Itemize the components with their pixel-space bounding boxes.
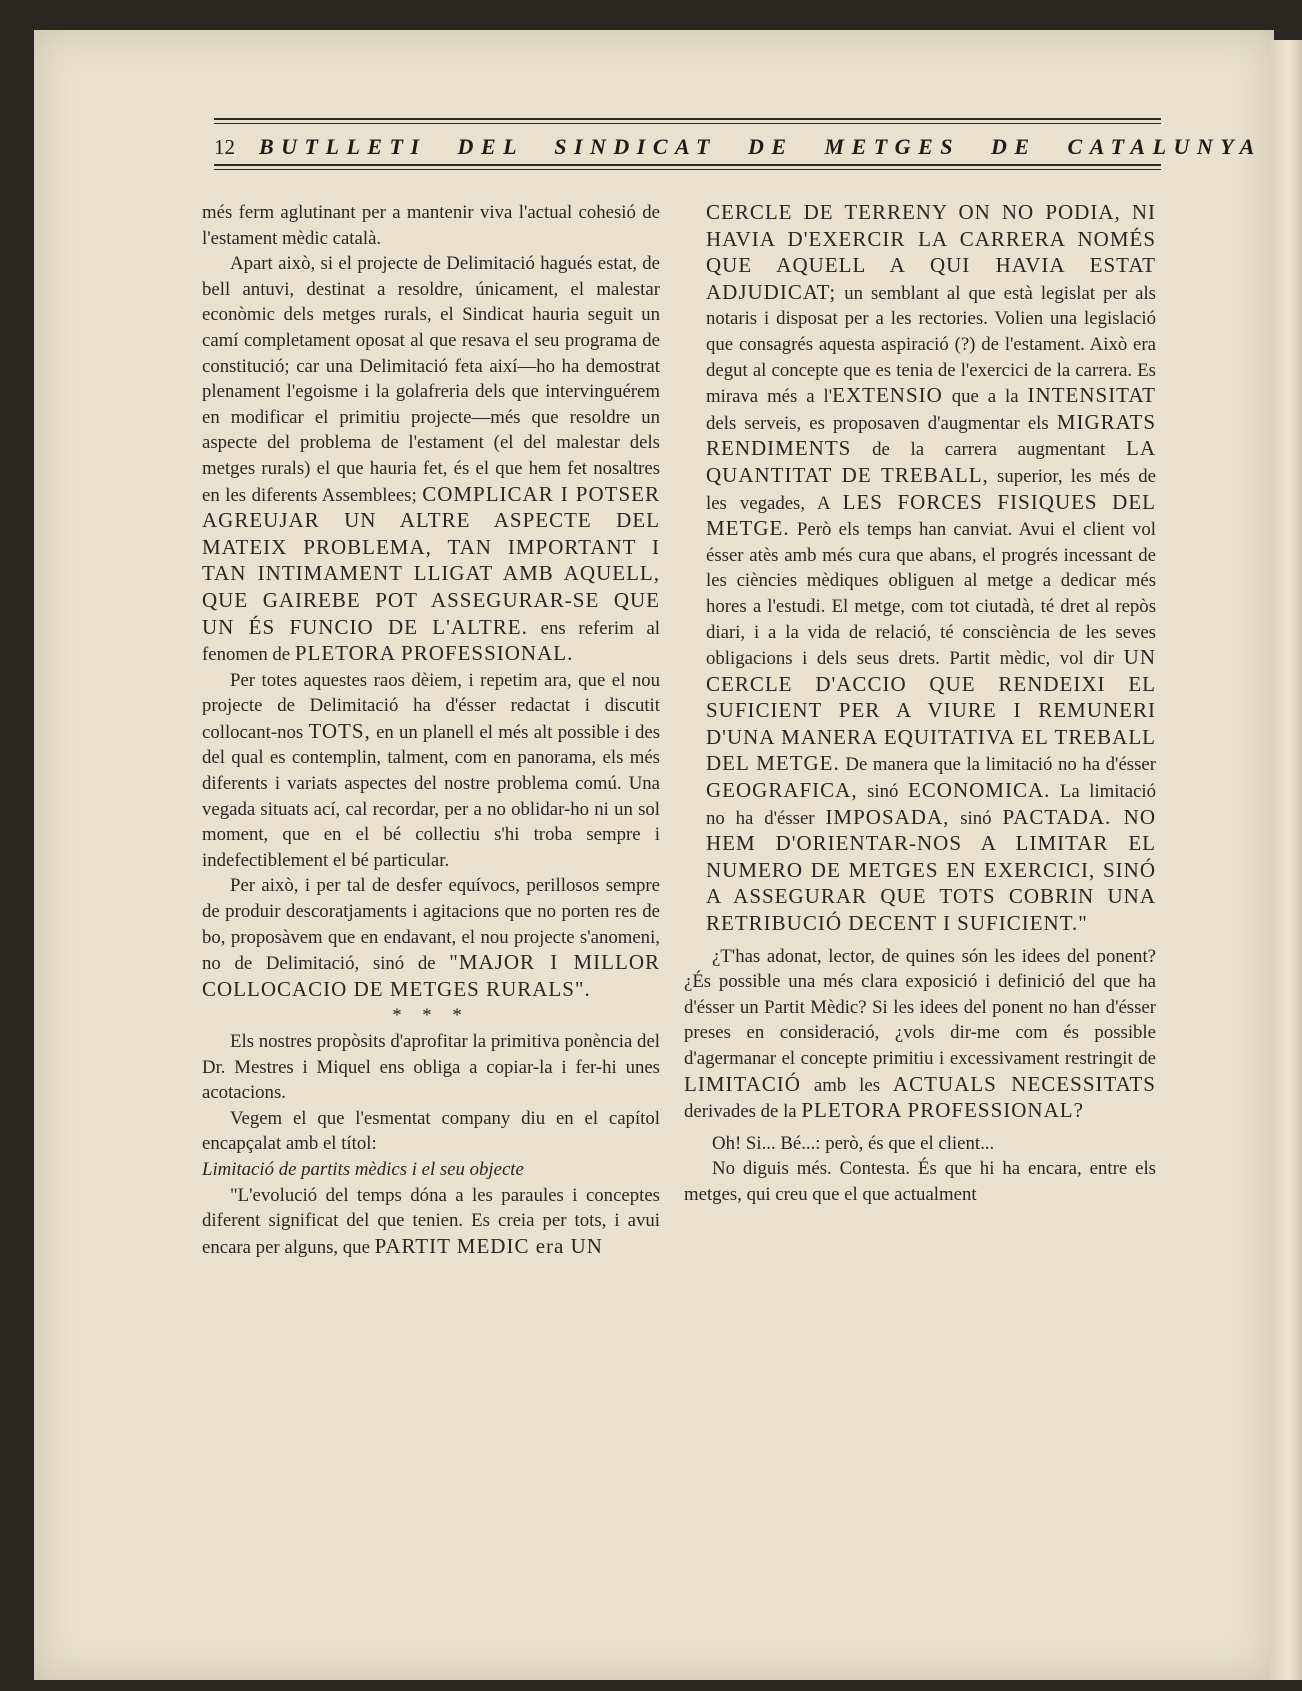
section-subheading: Limitació de partits mèdics i el seu objecte [202,1158,524,1180]
caps-text: PARTIT MEDIC era UN [374,1233,603,1258]
paragraph-text: Per totes aquestes raos dèiem, i repetim ara, que el nou projecte de Delimitació ha d'ésser redactat i discutit collocant-nos [202,669,660,743]
paragraph-text: Vegem el que l'esmentat company diu en el capítol encapçalat amb el títol: [202,1107,660,1155]
caps-text: LIMITACIÓ [684,1071,801,1096]
paragraph-text: de la carrera augmentant [872,439,1106,461]
caps-text: COMPLICAR I POTSER AGREUJAR UN ALTRE ASPECTE DEL MATEIX PROBLEMA, TAN IMPORTANT I TAN INTIMAMENT LLIGAT AMB AQUELL, QUE GAIREBE POT ASSEGURAR-SE QUE UN ÉS FUNCIO DE L'ALTRE. [202,481,660,639]
paragraph-text: De manera que la limitació no ha d'ésser [845,754,1156,776]
page-header [214,118,1262,170]
paragraph-text: "L'evolució del temps dóna a les paraules i conceptes diferent significat del que tenien. Es creia per tots, i avui encara per alguns, que [202,1184,660,1258]
header-rule-top [214,118,1161,120]
caps-text: GEOGRAFICA, [706,778,858,803]
paragraph-text: Oh! Si... Bé...: però, és que el client... [712,1132,995,1154]
section-divider-stars: * * * [392,1005,470,1027]
paragraph-text: un semblant al que està legislat per als notaris i disposat per a les rectories. Volien una legislació que consagrés aquesta aspiració (?) de l'estament. Això era degut al concepte que es tenia de l'exercici de la carrera. Es mirava més a l' [706,282,1156,408]
paragraph-text: amb les [813,1074,881,1096]
paragraph-text: ¿T'has adonat, lector, de quines són les idees del ponent? ¿És possible una més clara exposició i definició del que ha d'ésser un Partit Mèdic? Si les idees del ponent no han d'ésser preses en consideració, ¿vols dir-me com és possible d'agermanar el concepte primitiu i excessivament restringit de [684,945,1156,1069]
paragraph-2 [202,251,660,668]
caps-text: ECONOMICA. [907,778,1051,803]
paragraph-r2 [684,944,1156,1125]
quote-paragraph [202,1183,660,1261]
paragraph-text: Apart això, si el projecte de Delimitació hagués estat, de bell antuvi, destinat a resoldre, únicament, el malestar econòmic dels metges rurals, el Sindicat hauria seguit un camí completament oposat al que resava el seu programa de constitució; car una Delimitació feta així—ho ha demostrat plenament l'egoisme i la golafreria dels que intervinguérem en modificar el primitiu projecte—més que resoldre un aspecte del problema de l'estament (el del malestar dels metges rurals) el que hauria fet, és el que hem fet nosaltres en les diferents Assemblees; [202,253,660,506]
paragraph-text: dels serveis, es proposaven d'augmentar els [706,412,1049,434]
paragraph-text: superior, les més de les vegades, A [706,465,1156,514]
paragraph-text: sinó [960,807,992,829]
paragraph-3 [202,668,660,874]
page-number: 12 [214,135,235,159]
paragraph-text: Per això, i per tal de desfer equívocs, perillosos sempre de produir descoratjaments i agitacions que no porten res de bo, proposàvem que en endavant, el nou projecte s'anomeni, no de Delimitació, sinó de [202,875,660,975]
caps-text: INTENSITAT [1027,383,1156,408]
caps-text: UN CERCLE D'ACCIO QUE RENDEIXI EL SUFICIENT PER A VIURE I REMUNERI D'UNA MANERA EQUITATIVA EL TREBALL DEL METGE. [706,645,1156,776]
paragraph-text: més ferm aglutinant per a mantenir viva l'actual cohesió de l'estament mèdic català. [202,202,660,249]
paragraph-text: derivades de la [684,1101,797,1123]
quote-continued [706,200,1156,938]
paragraph-4 [202,873,660,1003]
paragraph-text: Però els temps han canviat. Avui el client vol ésser atès amb més cura que abans, el progrés incessant de les ciències mèdiques obliguen al metge a dedicar més hores a l'estudi. El metge, com tot ciutadà, té dret al repòs diari, i a la vida de relació, té consciència de les seves obligacions i dels seus drets. Partit mèdic, vol dir [706,519,1157,670]
caps-text: LES FORCES FISIQUES DEL METGE. [706,489,1156,541]
paragraph-1 [202,200,660,251]
journal-title: BUTLLETI DEL SINDICAT DE METGES DE CATALUNYA [259,134,1262,159]
paragraph-r4 [684,1156,1156,1207]
caps-text: TOTS, [308,718,371,743]
caps-text: IMPOSADA, [825,804,950,829]
header-row [214,124,1262,164]
paragraph-text: La limitació no ha d'ésser [706,781,1157,829]
paragraph-text: No diguis més. Contesta. És que hi ha encara, entre els metges, qui creu que el que actualment [684,1158,1156,1205]
caps-text: MIGRATS RENDIMENTS [706,409,1157,461]
paragraph-text: Els nostres propòsits d'aprofitar la primitiva ponència del Dr. Mestres i Miquel ens obliga a copiar-la i fer-hi unes acotacions. [202,1031,660,1104]
paragraph-r3 [684,1131,1156,1157]
paragraph-text: que a la [951,386,1019,408]
header-rule-bottom [214,164,1161,166]
caps-text: PACTADA. NO HEM D'ORIENTAR-NOS A LIMITAR EL NUMERO DE METGES EN EXERCICI, SINÓ A ASSEGURAR QUE TOTS COBRIN UNA RETRIBUCIÓ DECENT I SUFICIENT." [706,804,1157,936]
caps-text: CERCLE DE TERRENY ON NO PODIA, NI HAVIA D'EXERCIR LA CARRERA NOMÉS QUE AQUELL A QUI HAVIA ESTAT ADJUDICAT; [706,200,1156,304]
header-rule-bottom-thin [214,169,1161,170]
paragraph-text: ens referim al fenomen de [202,617,660,666]
paragraph-text: sinó [867,781,899,803]
right-column [684,200,1156,1208]
caps-text: PLETORA PROFESSIONAL? [801,1098,1084,1123]
caps-text: ACTUALS NECESSITATS [892,1071,1156,1096]
caps-text: EXTENSIO [832,383,943,408]
caps-text: "MAJOR I MILLOR COLLOCACIO DE METGES RURALS". [202,950,660,1001]
caps-text: LA QUANTITAT DE TREBALL, [706,436,1156,487]
paragraph-6 [202,1106,660,1157]
left-column [202,200,660,1260]
paragraph-text: en un planell el més alt possible i des del qual es contemplin, talment, com en panorama, els més diferents i variats aspectes del nostre problema comú. Una vegada situats ací, cal recordar, per a no oblidar-ho ni un sol moment, que en el bé collectiu s'hi troba sempre i indefectiblement el bé particular. [202,721,660,871]
paragraph-5 [202,1029,660,1106]
page-edge [1270,40,1302,1680]
caps-text: PLETORA PROFESSIONAL. [294,641,574,666]
